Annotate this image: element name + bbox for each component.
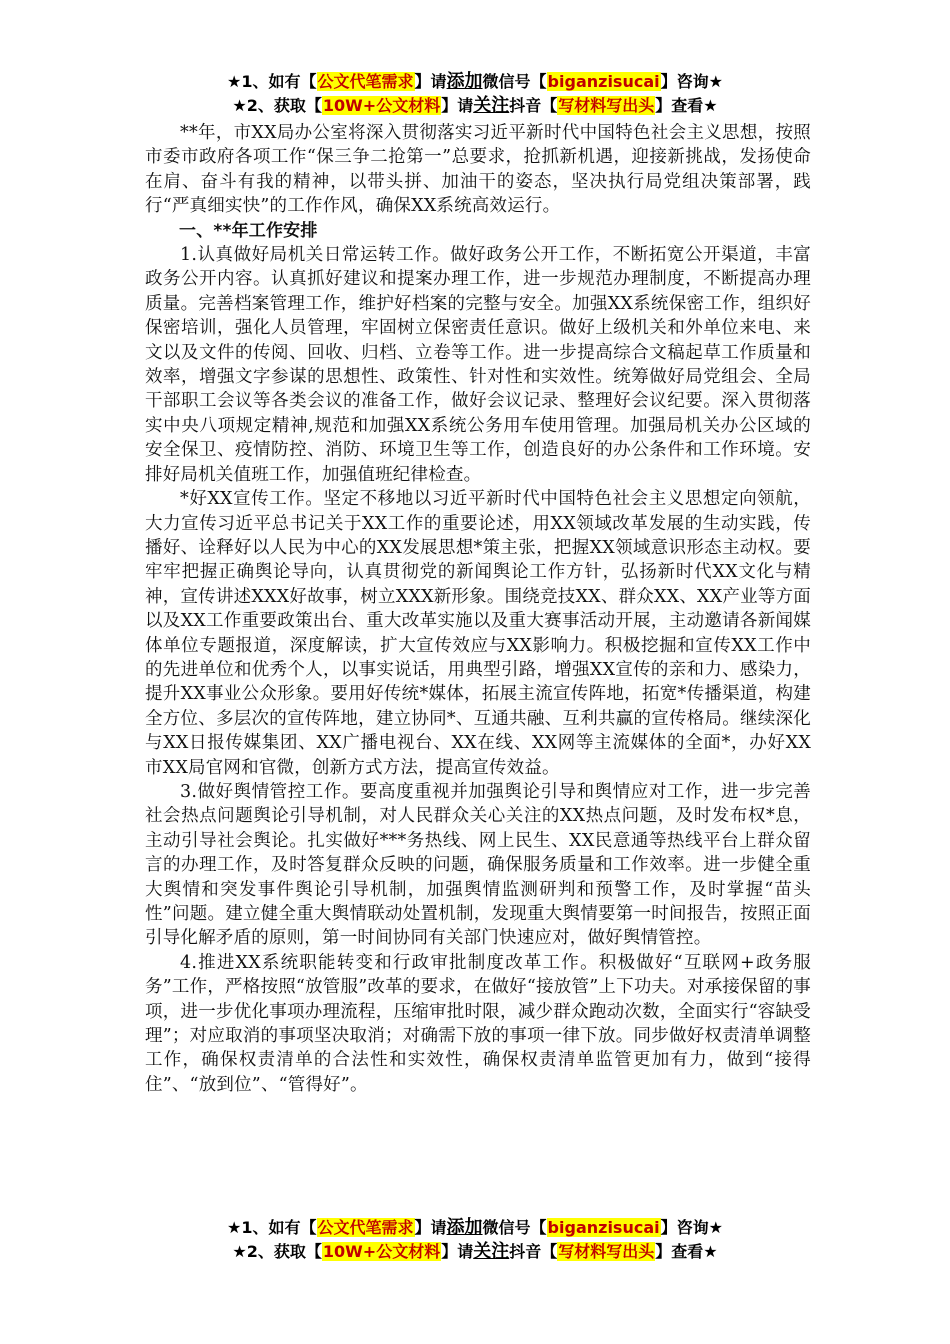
promo-text: ★2、获取【 xyxy=(232,96,322,115)
promo-banner-top xyxy=(0,70,950,118)
promo-underlined: 添加 xyxy=(446,71,483,92)
paragraph-item-1: 1.认真做好局机关日常运转工作。做好政务公开工作，不断拓宽公开渠道，丰富政务公开内容。认真抓好建议和提案办理工作，进一步规范办理制度，不断提高办理质量。完善档案管理工作，维护好档案的完整与安全。加强XX系统保密工作，组织好保密培训，强化人员管理，牢固树立保密责任意识。做好上级机关和外单位来电、来文以及文件的传阅、回收、归档、立卷等工作。进一步提高综合文稿起草工作质量和效率，增强文字参谋的思想性、政策性、针对性和实效性。统筹做好局党组会、全局干部职工会议等各类会议的准备工作，做好会议记录、整理好会议纪要。深入贯彻落实中央八项规定精神,规范和加强XX系统公务用车使用管理。加强局机关办公区域的安全保卫、疫情防控、消防、环境卫生等工作，创造良好的办公条件和工作环境。安排好局机关值班工作，加强值班纪律检查。 xyxy=(145,245,811,485)
promo-text: ★1、如有【 xyxy=(227,1218,317,1237)
promo-highlight: 写材料写出头 xyxy=(558,96,655,115)
promo-highlight: 公文代笔需求 xyxy=(317,1218,414,1237)
document-body xyxy=(145,121,811,1097)
promo-text: 】咨询★ xyxy=(660,72,723,91)
promo-underlined: 添加 xyxy=(446,1217,483,1238)
intro-paragraph: **年，市XX局办公室将深入贯彻落实习近平新时代中国特色社会主义思想，按照市委市政府各项工作“保三争二抢第一”总要求，抢抓新机遇，迎接新挑战，发扬使命在肩、奋斗有我的精神，以带头拼、加油干的姿态，坚决执行局党组决策部署，践行“严真细实快”的工作作风，确保XX系统高效运行。 xyxy=(145,123,811,217)
promo-text: 】请 xyxy=(414,1218,447,1237)
promo-highlight: 10W+公文材料 xyxy=(322,1242,441,1261)
promo-line-2 xyxy=(0,94,950,118)
promo-text: 抖音【 xyxy=(509,96,558,115)
promo-highlight: 写材料写出头 xyxy=(558,1242,655,1261)
promo-banner-bottom xyxy=(0,1216,950,1264)
promo-text: 】请 xyxy=(441,1242,474,1261)
promo-line-2 xyxy=(0,1240,950,1264)
promo-text: 】咨询★ xyxy=(660,1218,723,1237)
promo-text: 微信号【 xyxy=(482,1218,547,1237)
promo-highlight: biganzisucai xyxy=(547,72,660,91)
promo-underlined: 关注 xyxy=(473,1241,510,1262)
promo-text: ★1、如有【 xyxy=(227,72,317,91)
promo-highlight: 公文代笔需求 xyxy=(317,72,414,91)
paragraph-item-2: *好XX宣传工作。坚定不移地以习近平新时代中国特色社会主义思想定向领航，大力宣传习近平总书记关于XX工作的重要论述，用XX领域改革发展的生动实践，传播好、诠释好以人民为中心的XX发展思想*策主张，把握XX领域意识形态主动权。要牢牢把握正确舆论导向，认真贯彻党的新闻舆论工作方针，弘扬新时代XX文化与精神，宣传讲述XXX好故事，树立XXX新形象。围绕竞技XX、群众XX、XX产业等方面以及XX工作重要政策出台、重大改革实施以及重大赛事活动开展，主动邀请各新闻媒体单位专题报道，深度解读，扩大宣传效应与XX影响力。积极挖掘和宣传XX工作中的先进单位和优秀个人，以事实说话，用典型引路，增强XX宣传的亲和力、感染力，提升XX事业公众形象。要用好传统*媒体，拓展主流宣传阵地，拓宽*传播渠道，构建全方位、多层次的宣传阵地，建立协同*、互通共融、互利共赢的宣传格局。继续深化与XX日报传媒集团、XX广播电视台、XX在线、XX网等主流媒体的全面*，办好XX市XX局官网和官微，创新方式方法，提高宣传效益。 xyxy=(145,489,811,778)
paragraph-item-4: 4.推进XX系统职能转变和行政审批制度改革工作。积极做好“互联网+政务服务”工作，严格按照“放管服”改革的要求，在做好“接放管”上下功夫。对承接保留的事项，进一步优化事项办理流程，压缩审批时限，减少群众跑动次数，全面实行“容缺受理”；对应取消的事项坚决取消；对确需下放的事项一律下放。同步做好权责清单调整工作，确保权责清单的合法性和实效性，确保权责清单监管更加有力，做到“接得住”、“放到位”、“管得好”。 xyxy=(145,952,811,1095)
promo-text: 微信号【 xyxy=(482,72,547,91)
promo-text: 】查看★ xyxy=(655,96,718,115)
promo-text: 抖音【 xyxy=(509,1242,558,1261)
paragraph-item-3: 3.做好舆情管控工作。要高度重视并加强舆论引导和舆情应对工作，进一步完善社会热点问题舆论引导机制，对人民群众关心关注的XX热点问题，及时发布权*息，主动引导社会舆论。扎实做好***务热线、网上民生、XX民意通等热线平台上群众留言的办理工作，及时答复群众反映的问题，确保服务质量和工作效率。进一步健全重大舆情和突发事件舆论引导机制，加强舆情监测研判和预警工作，及时掌握“苗头性”问题。建立健全重大舆情联动处置机制，发现重大舆情要第一时间报告，按照正面引导化解矛盾的原则，第一时间协同有关部门快速应对，做好舆情管控。 xyxy=(145,781,811,949)
promo-highlight: biganzisucai xyxy=(547,1218,660,1237)
promo-text: 】请 xyxy=(441,96,474,115)
promo-line-1 xyxy=(0,70,950,94)
promo-underlined: 关注 xyxy=(473,95,510,116)
promo-text: ★2、获取【 xyxy=(232,1242,322,1261)
promo-line-1 xyxy=(0,1216,950,1240)
promo-text: 】请 xyxy=(414,72,447,91)
section-heading: 一、**年工作安排 xyxy=(179,220,318,241)
promo-highlight: 10W+公文材料 xyxy=(322,96,441,115)
promo-text: 】查看★ xyxy=(655,1242,718,1261)
